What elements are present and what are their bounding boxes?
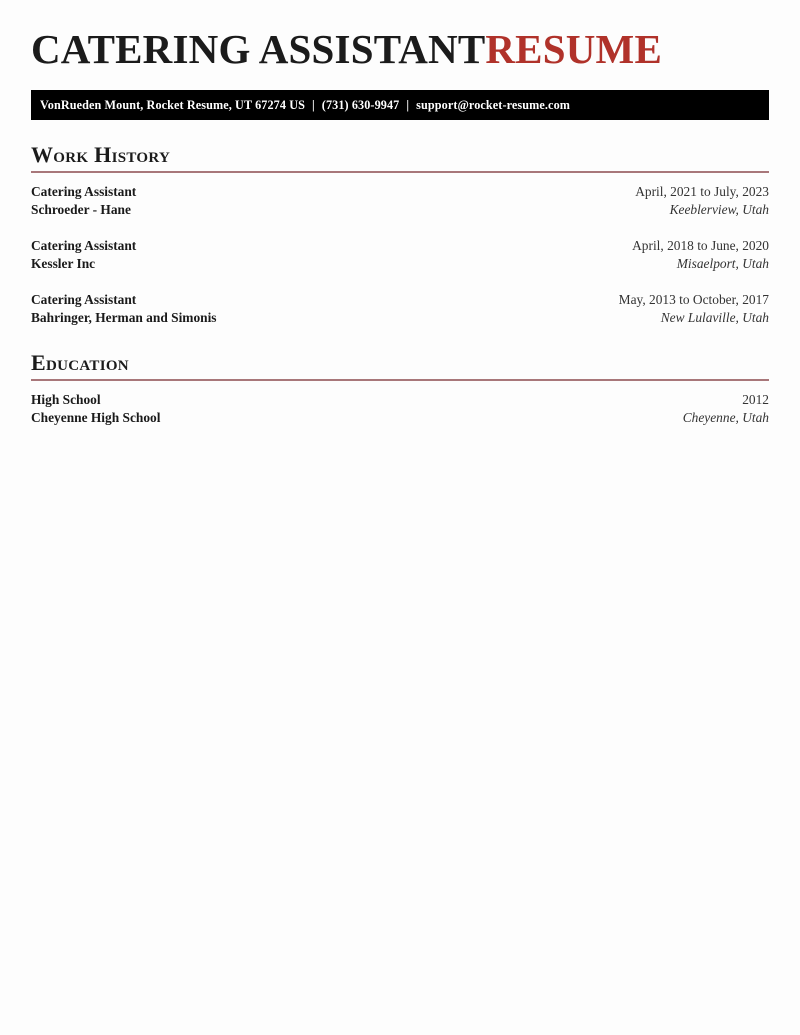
contact-address: VonRueden Mount, Rocket Resume, UT 67274 US (40, 97, 305, 112)
job-title: Catering Assistant (31, 292, 137, 308)
work-history-entry (31, 291, 769, 327)
section-education (31, 350, 769, 427)
contact-bar (31, 90, 769, 120)
section-divider-work-history (31, 171, 769, 173)
entry-right-column (632, 237, 769, 273)
employment-dates: April, 2018 to June, 2020 (632, 238, 769, 254)
job-title: Catering Assistant (31, 238, 137, 254)
page-title-main: CATERING ASSISTANT (31, 26, 486, 72)
page-title-accent: RESUME (485, 26, 662, 72)
section-divider-education (31, 379, 769, 381)
section-heading-education: Education (31, 350, 129, 376)
entry-right-column (635, 183, 769, 219)
contact-phone[interactable]: (731) 630-9947 (321, 97, 400, 112)
contact-separator-2: | (406, 97, 410, 112)
work-history-entry-list (31, 183, 769, 327)
education-entry-list (31, 391, 769, 427)
work-history-entry (31, 237, 769, 273)
education-entry (31, 391, 769, 427)
employer-name: Schroeder - Hane (31, 202, 131, 218)
employment-location: Misaelport, Utah (676, 256, 769, 272)
work-history-entry (31, 183, 769, 219)
employment-location: New Lulaville, Utah (660, 310, 769, 326)
entry-right-column (619, 291, 769, 327)
degree-title: High School (31, 392, 101, 408)
entry-left-column (31, 391, 160, 427)
employer-name: Kessler Inc (31, 256, 96, 272)
graduation-year: 2012 (742, 392, 769, 408)
employment-dates: May, 2013 to October, 2017 (618, 292, 769, 308)
job-title: Catering Assistant (31, 184, 137, 200)
employment-dates: April, 2021 to July, 2023 (635, 184, 769, 200)
entry-left-column (31, 237, 136, 273)
employer-name: Bahringer, Herman and Simonis (31, 310, 217, 326)
school-name: Cheyenne High School (31, 410, 161, 426)
entry-left-column (31, 183, 136, 219)
entry-right-column (683, 391, 769, 427)
section-heading-work-history: Work History (31, 142, 171, 168)
resume-content (31, 0, 769, 427)
contact-separator-1: | (312, 97, 315, 112)
school-location: Cheyenne, Utah (682, 410, 769, 426)
section-work-history (31, 142, 769, 327)
page-title (31, 0, 769, 71)
entry-left-column (31, 291, 217, 327)
employment-location: Keeblerview, Utah (669, 202, 769, 218)
contact-email[interactable]: support@rocket-resume.com (416, 97, 571, 112)
